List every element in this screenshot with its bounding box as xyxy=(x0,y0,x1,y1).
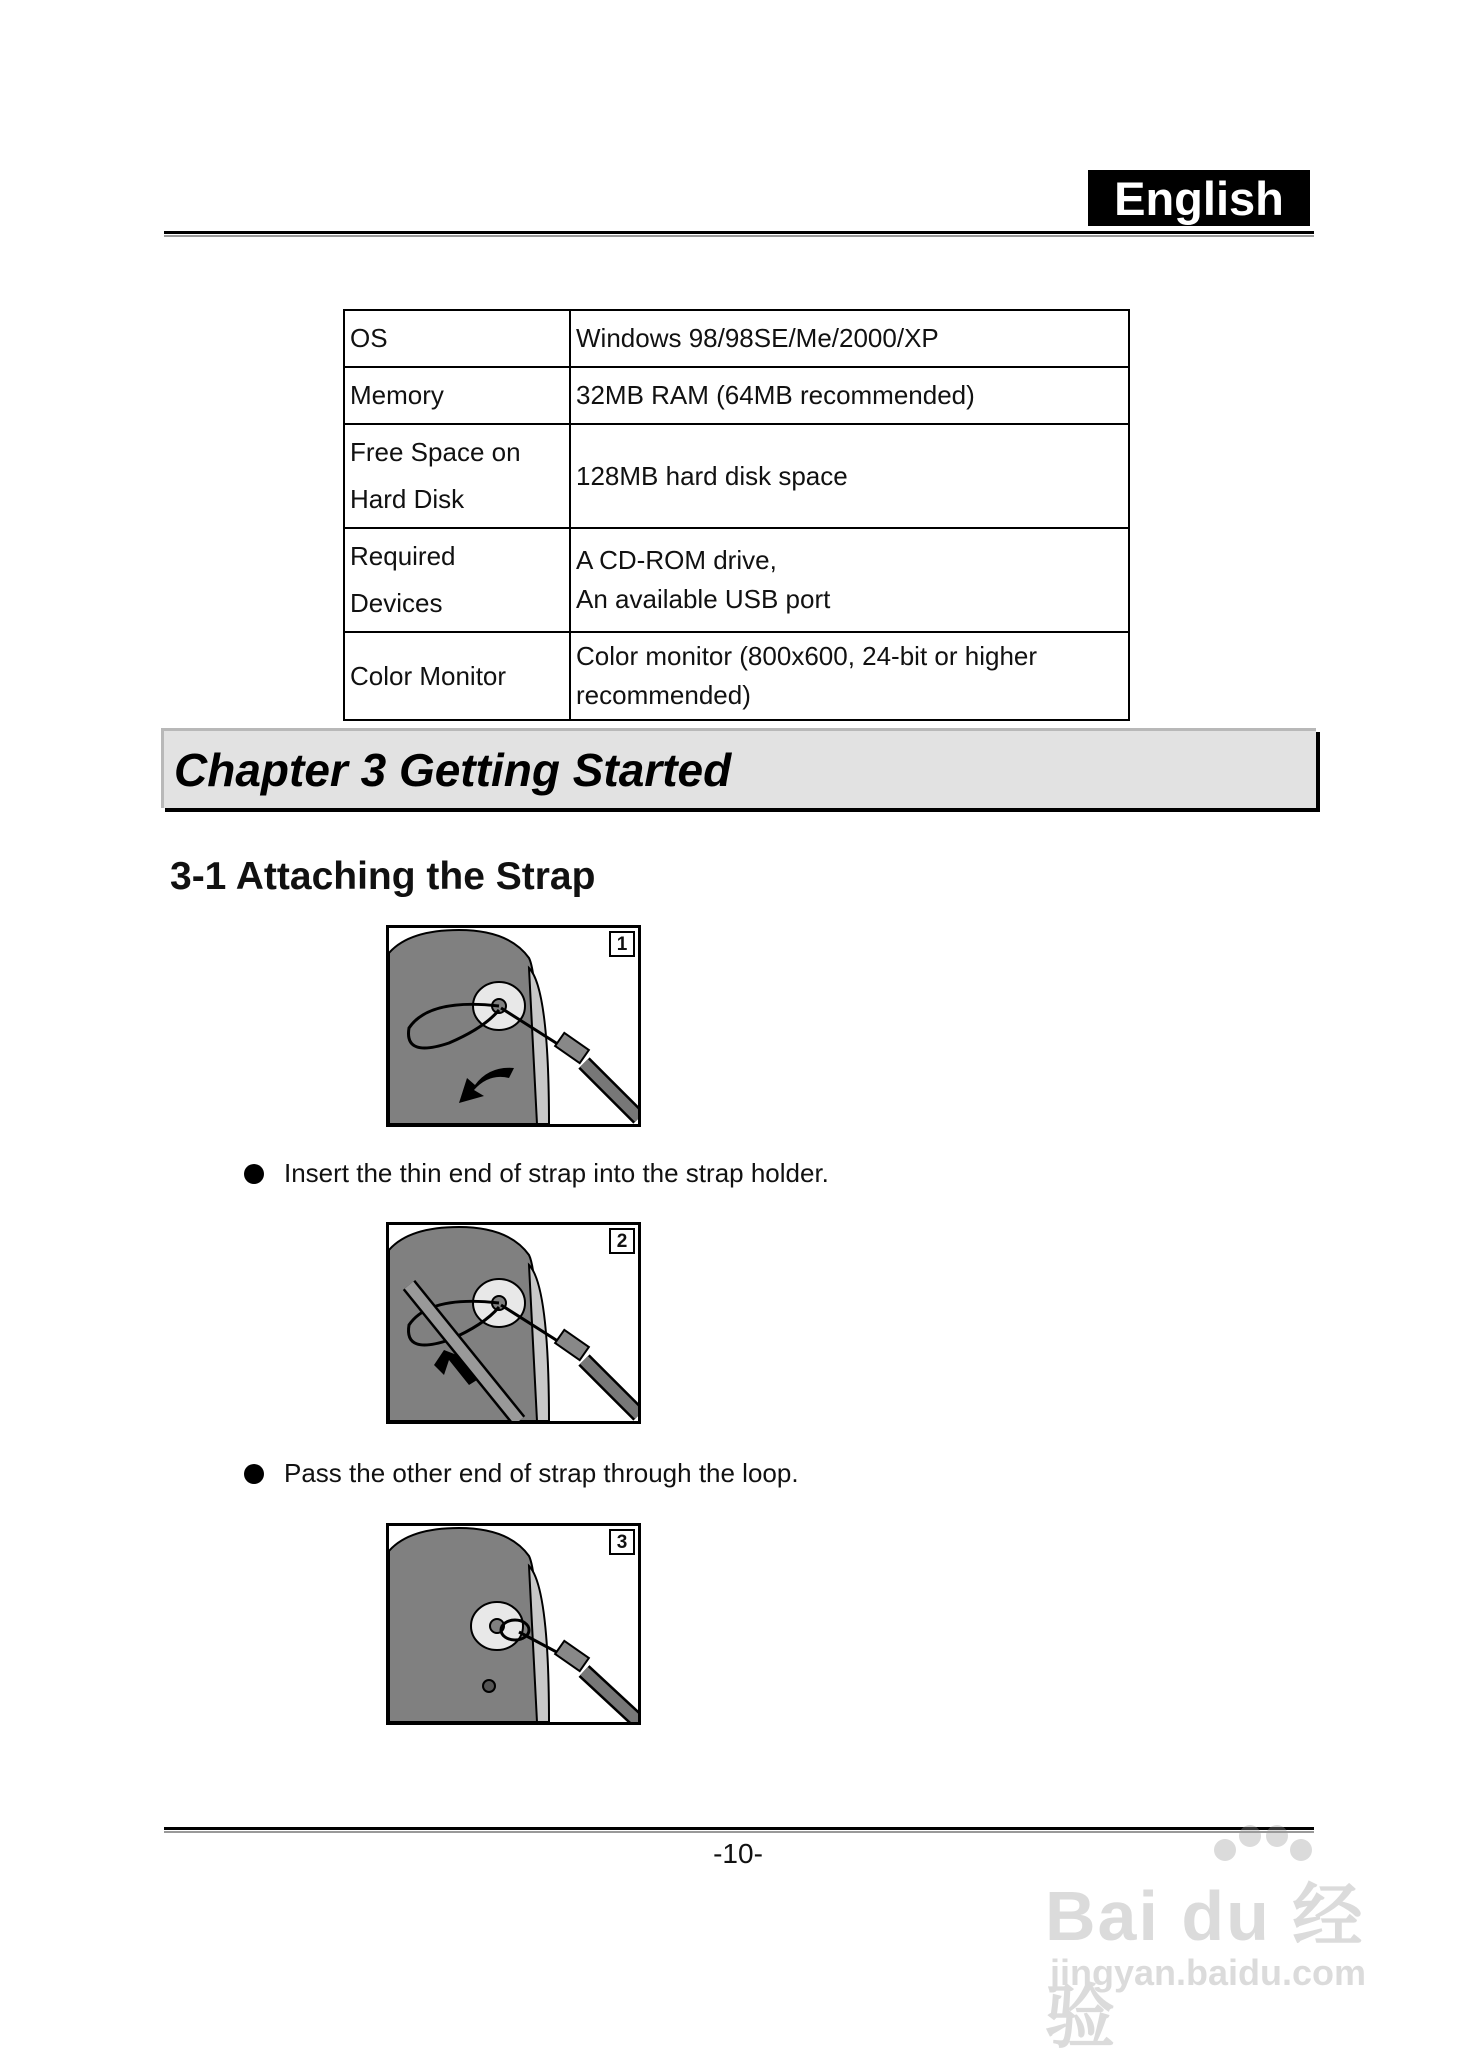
figure-number: 1 xyxy=(609,931,635,957)
row-value: A CD-ROM drive, An available USB port xyxy=(570,528,1129,632)
row-value: Color monitor (800x600, 24-bit or higher recommended) xyxy=(570,632,1129,720)
system-requirements-table xyxy=(343,309,1130,721)
language-badge: English xyxy=(1088,170,1310,226)
table-row xyxy=(344,632,1129,720)
bullet-icon xyxy=(244,1164,264,1184)
camera-strap-illustration xyxy=(389,1225,639,1421)
row-label: OS xyxy=(344,310,570,367)
figure-number: 3 xyxy=(609,1529,635,1555)
baidu-watermark xyxy=(1045,1820,1405,2056)
row-value: 128MB hard disk space xyxy=(570,424,1129,528)
section-title: 3-1 Attaching the Strap xyxy=(170,855,596,898)
page-number: -10- xyxy=(713,1838,763,1869)
table-row xyxy=(344,310,1129,367)
step-2-instruction: Pass the other end of strap through the loop. xyxy=(244,1458,799,1489)
camera-strap-illustration xyxy=(389,1526,639,1722)
strap-figure-3 xyxy=(386,1523,641,1725)
figure-number: 2 xyxy=(609,1228,635,1254)
table-row xyxy=(344,528,1129,632)
watermark-brand: Bai du 经验 xyxy=(1045,1877,1365,2056)
header-rule xyxy=(164,231,1314,234)
chapter-heading xyxy=(161,728,1316,808)
row-value: 32MB RAM (64MB recommended) xyxy=(570,367,1129,424)
row-label: Free Space on Hard Disk xyxy=(344,424,570,528)
row-label: Memory xyxy=(344,367,570,424)
strap-figure-1 xyxy=(386,925,641,1127)
header-rule-shadow xyxy=(164,235,1314,237)
chapter-title: Chapter 3 Getting Started xyxy=(174,743,732,796)
strap-figure-2 xyxy=(386,1222,641,1424)
row-label: Color Monitor xyxy=(344,632,570,720)
table-row xyxy=(344,424,1129,528)
bullet-icon xyxy=(244,1464,264,1484)
row-value: Windows 98/98SE/Me/2000/XP xyxy=(570,310,1129,367)
camera-strap-illustration xyxy=(389,928,639,1124)
step-1-instruction: Insert the thin end of strap into the strap holder. xyxy=(244,1158,829,1189)
table-row xyxy=(344,367,1129,424)
watermark-url: jingyan.baidu.com xyxy=(1050,1952,1367,1993)
row-label: Required Devices xyxy=(344,528,570,632)
